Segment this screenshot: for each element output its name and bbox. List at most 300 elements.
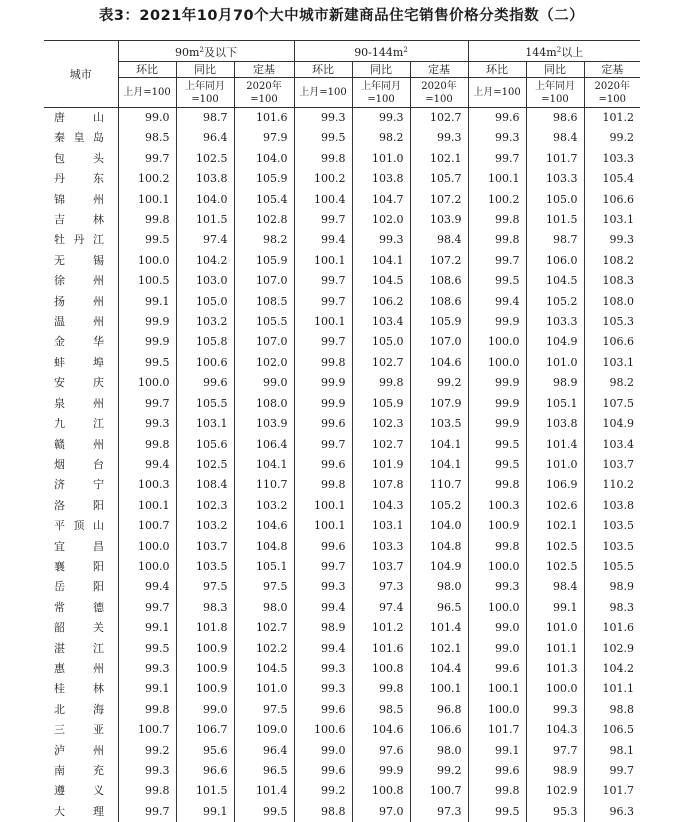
index-value-cell: 106.2: [352, 292, 410, 312]
base-label: 2020年=100: [234, 78, 294, 108]
index-value-cell: 107.0: [410, 332, 468, 352]
index-value-cell: 99.4: [468, 292, 526, 312]
table-row: [44, 353, 640, 373]
index-value-cell: 99.5: [234, 802, 294, 822]
city-name: 湛江: [54, 639, 104, 659]
city-cell: [44, 251, 118, 271]
index-value-cell: 97.6: [352, 741, 410, 761]
index-value-cell: 99.8: [468, 210, 526, 230]
city-name: 扬州: [54, 292, 104, 312]
index-value-cell: 103.4: [584, 435, 640, 455]
index-value-cell: 99.3: [352, 230, 410, 250]
index-value-cell: 101.4: [410, 618, 468, 638]
city-cell: [44, 108, 118, 129]
index-value-cell: 102.7: [352, 435, 410, 455]
table-row: [44, 577, 640, 597]
index-value-cell: 99.0: [118, 108, 176, 129]
index-value-cell: 99.1: [468, 741, 526, 761]
index-value-cell: 97.3: [410, 802, 468, 822]
index-value-cell: 99.5: [468, 455, 526, 475]
index-value-cell: 110.2: [584, 475, 640, 495]
index-value-cell: 99.2: [294, 781, 352, 801]
index-value-cell: 99.1: [176, 802, 234, 822]
index-value-cell: 100.8: [352, 659, 410, 679]
index-value-cell: 103.1: [584, 353, 640, 373]
table-row: [44, 455, 640, 475]
index-value-cell: 102.1: [410, 639, 468, 659]
index-value-cell: 101.0: [526, 455, 584, 475]
yoy-header: 同比: [526, 62, 584, 78]
index-value-cell: 105.0: [526, 190, 584, 210]
index-value-cell: 99.3: [410, 128, 468, 148]
table-row: [44, 598, 640, 618]
index-value-cell: 106.0: [526, 251, 584, 271]
city-cell: [44, 618, 118, 638]
yoy-header: 同比: [176, 62, 234, 78]
index-value-cell: 103.3: [526, 312, 584, 332]
table-row: [44, 496, 640, 516]
index-value-cell: 102.1: [410, 149, 468, 169]
city-cell: [44, 292, 118, 312]
index-value-cell: 101.7: [468, 720, 526, 740]
city-name: 金华: [54, 332, 104, 352]
index-value-cell: 98.9: [584, 577, 640, 597]
table-row: [44, 251, 640, 271]
index-value-cell: 98.9: [294, 618, 352, 638]
city-cell: [44, 169, 118, 189]
index-value-cell: 99.0: [176, 700, 234, 720]
index-value-cell: 98.3: [176, 598, 234, 618]
index-value-cell: 96.3: [584, 802, 640, 822]
city-name: 惠州: [54, 659, 104, 679]
index-value-cell: 103.8: [526, 414, 584, 434]
index-value-cell: 101.0: [352, 149, 410, 169]
city-name: 蚌埠: [54, 353, 104, 373]
index-value-cell: 104.8: [410, 537, 468, 557]
city-name: 安庆: [54, 373, 104, 393]
index-value-cell: 104.2: [584, 659, 640, 679]
index-value-cell: 99.5: [468, 271, 526, 291]
index-value-cell: 99.7: [294, 332, 352, 352]
index-value-cell: 99.9: [118, 312, 176, 332]
index-value-cell: 107.2: [410, 251, 468, 271]
index-value-cell: 102.0: [234, 353, 294, 373]
index-value-cell: 99.4: [294, 598, 352, 618]
index-value-cell: 104.2: [176, 251, 234, 271]
index-value-cell: 99.6: [468, 761, 526, 781]
index-value-cell: 99.3: [294, 679, 352, 699]
index-value-cell: 107.2: [410, 190, 468, 210]
index-value-cell: 103.4: [352, 312, 410, 332]
index-value-cell: 103.1: [584, 210, 640, 230]
index-value-cell: 105.0: [352, 332, 410, 352]
index-value-cell: 104.9: [584, 414, 640, 434]
index-value-cell: 104.1: [234, 455, 294, 475]
index-value-cell: 99.6: [294, 414, 352, 434]
table-row: [44, 128, 640, 148]
city-cell: [44, 475, 118, 495]
index-value-cell: 96.4: [234, 741, 294, 761]
index-value-cell: 99.5: [468, 435, 526, 455]
index-value-cell: 100.0: [468, 353, 526, 373]
table-row: [44, 537, 640, 557]
table-row: [44, 802, 640, 822]
index-value-cell: 99.3: [118, 414, 176, 434]
price-index-table: [44, 40, 640, 822]
index-value-cell: 99.9: [352, 761, 410, 781]
index-value-cell: 99.7: [118, 394, 176, 414]
index-value-cell: 99.8: [118, 700, 176, 720]
city-name: 岳阳: [54, 577, 104, 597]
index-value-cell: 98.2: [584, 373, 640, 393]
index-value-cell: 98.4: [526, 128, 584, 148]
index-value-cell: 99.9: [294, 394, 352, 414]
index-value-cell: 99.2: [410, 373, 468, 393]
index-value-cell: 97.7: [526, 741, 584, 761]
index-value-cell: 105.8: [176, 332, 234, 352]
index-value-cell: 98.9: [526, 761, 584, 781]
index-value-cell: 101.7: [526, 149, 584, 169]
base-label: 上年同月=100: [352, 78, 410, 108]
city-cell: [44, 639, 118, 659]
city-column-header: 城市: [44, 41, 118, 108]
table-row: [44, 190, 640, 210]
index-value-cell: 103.2: [176, 312, 234, 332]
table-row: [44, 618, 640, 638]
city-cell: [44, 761, 118, 781]
index-value-cell: 101.9: [352, 455, 410, 475]
index-value-cell: 99.6: [294, 455, 352, 475]
table-row: [44, 292, 640, 312]
index-value-cell: 101.1: [584, 679, 640, 699]
index-value-cell: 99.8: [294, 475, 352, 495]
index-value-cell: 100.1: [294, 312, 352, 332]
index-value-cell: 105.1: [526, 394, 584, 414]
index-value-cell: 106.6: [584, 332, 640, 352]
table-row: [44, 741, 640, 761]
index-value-cell: 96.6: [176, 761, 234, 781]
index-value-cell: 100.5: [118, 271, 176, 291]
table-title: 表3：2021年10月70个大中城市新建商品住宅销售价格分类指数（二）: [0, 4, 683, 25]
index-value-cell: 98.9: [526, 373, 584, 393]
index-value-cell: 101.6: [234, 108, 294, 129]
index-value-cell: 99.6: [176, 373, 234, 393]
index-value-cell: 99.1: [118, 292, 176, 312]
table-row: [44, 639, 640, 659]
table-row: [44, 761, 640, 781]
index-value-cell: 99.6: [468, 659, 526, 679]
index-value-cell: 100.9: [176, 679, 234, 699]
index-value-cell: 99.1: [118, 618, 176, 638]
city-name: 包头: [54, 149, 104, 169]
index-value-cell: 105.5: [234, 312, 294, 332]
city-cell: [44, 435, 118, 455]
table-row: [44, 149, 640, 169]
city-cell: [44, 781, 118, 801]
table-row: [44, 312, 640, 332]
index-value-cell: 98.8: [294, 802, 352, 822]
table-row: [44, 516, 640, 536]
city-name: 牡丹江: [54, 230, 104, 250]
table-row: [44, 373, 640, 393]
index-value-cell: 105.9: [410, 312, 468, 332]
city-cell: [44, 312, 118, 332]
index-value-cell: 99.3: [526, 700, 584, 720]
yoy-header: 同比: [352, 62, 410, 78]
index-value-cell: 100.0: [468, 332, 526, 352]
index-value-cell: 98.8: [584, 700, 640, 720]
index-value-cell: 97.4: [352, 598, 410, 618]
index-value-cell: 102.3: [176, 496, 234, 516]
index-value-cell: 96.4: [176, 128, 234, 148]
city-cell: [44, 577, 118, 597]
base-label: 2020年=100: [410, 78, 468, 108]
index-value-cell: 98.7: [176, 108, 234, 129]
index-value-cell: 100.7: [118, 720, 176, 740]
index-value-cell: 100.0: [468, 557, 526, 577]
index-value-cell: 100.1: [118, 190, 176, 210]
group-header-large: $144m^2$以上: [468, 41, 640, 62]
index-value-cell: 103.7: [176, 537, 234, 557]
base-label: 2020年=100: [584, 78, 640, 108]
index-value-cell: 107.0: [234, 332, 294, 352]
index-value-cell: 103.5: [584, 537, 640, 557]
index-value-cell: 105.3: [584, 312, 640, 332]
index-value-cell: 100.6: [294, 720, 352, 740]
index-value-cell: 100.9: [176, 639, 234, 659]
index-value-cell: 106.4: [234, 435, 294, 455]
index-value-cell: 99.6: [294, 761, 352, 781]
index-value-cell: 99.3: [294, 577, 352, 597]
index-value-cell: 99.6: [294, 537, 352, 557]
index-value-cell: 99.7: [468, 251, 526, 271]
index-value-cell: 99.2: [118, 741, 176, 761]
city-name: 宜昌: [54, 537, 104, 557]
index-value-cell: 101.2: [352, 618, 410, 638]
group-header-medium: $90-144m^2$: [294, 41, 468, 62]
index-value-cell: 104.6: [410, 353, 468, 373]
index-value-cell: 103.3: [526, 169, 584, 189]
index-value-cell: 101.6: [584, 618, 640, 638]
index-value-cell: 99.5: [118, 639, 176, 659]
index-value-cell: 98.4: [526, 577, 584, 597]
table-row: [44, 332, 640, 352]
index-value-cell: 100.3: [468, 496, 526, 516]
index-value-cell: 101.1: [526, 639, 584, 659]
index-value-cell: 108.3: [584, 271, 640, 291]
table-row: [44, 210, 640, 230]
base-label: 上年同月=100: [526, 78, 584, 108]
index-value-cell: 104.0: [234, 149, 294, 169]
index-value-cell: 103.5: [410, 414, 468, 434]
index-value-cell: 99.7: [294, 435, 352, 455]
index-value-cell: 108.6: [410, 292, 468, 312]
index-value-cell: 104.1: [410, 455, 468, 475]
index-value-cell: 99.4: [294, 230, 352, 250]
index-value-cell: 105.5: [584, 557, 640, 577]
table-row: [44, 394, 640, 414]
index-value-cell: 98.2: [352, 128, 410, 148]
base-label: 上月=100: [468, 78, 526, 108]
mom-header: 环比: [468, 62, 526, 78]
index-value-cell: 100.4: [294, 190, 352, 210]
index-value-cell: 99.8: [294, 353, 352, 373]
index-value-cell: 99.9: [118, 332, 176, 352]
index-value-cell: 104.0: [176, 190, 234, 210]
table-row: [44, 475, 640, 495]
city-cell: [44, 598, 118, 618]
index-value-cell: 103.2: [176, 516, 234, 536]
index-value-cell: 100.1: [118, 496, 176, 516]
index-value-cell: 108.4: [176, 475, 234, 495]
index-value-cell: 102.2: [234, 639, 294, 659]
index-value-cell: 98.5: [352, 700, 410, 720]
index-value-cell: 107.8: [352, 475, 410, 495]
index-value-cell: 104.5: [352, 271, 410, 291]
city-name: 赣州: [54, 435, 104, 455]
index-value-cell: 102.7: [234, 618, 294, 638]
mom-header: 环比: [118, 62, 176, 78]
index-value-cell: 103.8: [584, 496, 640, 516]
index-value-cell: 99.5: [118, 353, 176, 373]
city-name: 秦皇岛: [54, 128, 104, 148]
index-value-cell: 107.9: [410, 394, 468, 414]
city-name: 桂林: [54, 679, 104, 699]
index-value-cell: 99.8: [468, 537, 526, 557]
index-value-cell: 97.5: [176, 577, 234, 597]
index-value-cell: 103.2: [234, 496, 294, 516]
index-value-cell: 99.9: [468, 312, 526, 332]
index-value-cell: 103.1: [176, 414, 234, 434]
index-value-cell: 99.8: [468, 475, 526, 495]
city-cell: [44, 353, 118, 373]
index-value-cell: 99.8: [118, 210, 176, 230]
index-value-cell: 97.5: [234, 577, 294, 597]
index-value-cell: 100.1: [468, 169, 526, 189]
index-value-cell: 97.0: [352, 802, 410, 822]
index-value-cell: 102.7: [352, 353, 410, 373]
index-value-cell: 106.6: [410, 720, 468, 740]
city-name: 泸州: [54, 741, 104, 761]
base-label: 上年同月=100: [176, 78, 234, 108]
index-value-cell: 103.9: [234, 414, 294, 434]
index-value-cell: 98.4: [410, 230, 468, 250]
city-name: 徐州: [54, 271, 104, 291]
index-value-cell: 98.2: [234, 230, 294, 250]
index-value-cell: 99.1: [118, 679, 176, 699]
index-value-cell: 99.8: [352, 373, 410, 393]
index-value-cell: 99.3: [118, 761, 176, 781]
index-value-cell: 95.6: [176, 741, 234, 761]
city-name: 锦州: [54, 190, 104, 210]
table-row: [44, 169, 640, 189]
index-value-cell: 99.1: [526, 598, 584, 618]
index-value-cell: 100.1: [410, 679, 468, 699]
index-value-cell: 99.3: [584, 230, 640, 250]
index-value-cell: 100.8: [352, 781, 410, 801]
index-value-cell: 99.3: [468, 128, 526, 148]
index-value-cell: 103.7: [352, 557, 410, 577]
index-value-cell: 99.2: [410, 761, 468, 781]
index-value-cell: 99.8: [468, 781, 526, 801]
table-row: [44, 781, 640, 801]
index-value-cell: 100.2: [468, 190, 526, 210]
index-value-cell: 99.3: [352, 108, 410, 129]
index-value-cell: 108.0: [584, 292, 640, 312]
city-cell: [44, 230, 118, 250]
index-value-cell: 99.8: [352, 679, 410, 699]
base-label: 上月=100: [118, 78, 176, 108]
index-value-cell: 106.6: [584, 190, 640, 210]
index-value-cell: 108.6: [410, 271, 468, 291]
city-cell: [44, 537, 118, 557]
city-name: 九江: [54, 414, 104, 434]
index-value-cell: 107.5: [584, 394, 640, 414]
index-value-cell: 96.8: [410, 700, 468, 720]
index-value-cell: 105.9: [234, 169, 294, 189]
city-name: 无锡: [54, 251, 104, 271]
city-name: 烟台: [54, 455, 104, 475]
index-value-cell: 108.0: [234, 394, 294, 414]
index-value-cell: 101.4: [526, 435, 584, 455]
index-value-cell: 99.7: [118, 598, 176, 618]
index-value-cell: 101.0: [526, 353, 584, 373]
index-value-cell: 101.5: [176, 210, 234, 230]
base-label: 上月=100: [294, 78, 352, 108]
index-value-cell: 99.7: [118, 802, 176, 822]
city-cell: [44, 516, 118, 536]
index-value-cell: 101.2: [584, 108, 640, 129]
index-value-cell: 104.8: [234, 537, 294, 557]
index-value-cell: 98.0: [410, 741, 468, 761]
index-value-cell: 105.7: [410, 169, 468, 189]
index-value-cell: 100.2: [294, 169, 352, 189]
index-value-cell: 98.0: [234, 598, 294, 618]
table-row: [44, 435, 640, 455]
index-value-cell: 105.0: [176, 292, 234, 312]
index-value-cell: 98.7: [526, 230, 584, 250]
table-row: [44, 230, 640, 250]
index-value-cell: 103.8: [352, 169, 410, 189]
index-value-cell: 100.0: [468, 598, 526, 618]
index-value-cell: 100.0: [118, 537, 176, 557]
index-value-cell: 99.9: [468, 373, 526, 393]
city-cell: [44, 557, 118, 577]
index-value-cell: 101.7: [584, 781, 640, 801]
index-value-cell: 99.7: [468, 149, 526, 169]
index-value-cell: 99.0: [468, 639, 526, 659]
city-cell: [44, 659, 118, 679]
index-value-cell: 105.2: [410, 496, 468, 516]
index-value-cell: 106.7: [176, 720, 234, 740]
index-value-cell: 99.9: [468, 414, 526, 434]
index-value-cell: 99.7: [584, 761, 640, 781]
index-value-cell: 102.1: [526, 516, 584, 536]
index-value-cell: 99.5: [118, 230, 176, 250]
city-cell: [44, 190, 118, 210]
index-value-cell: 105.4: [234, 190, 294, 210]
index-value-cell: 99.9: [294, 373, 352, 393]
index-value-cell: 105.6: [176, 435, 234, 455]
index-value-cell: 105.2: [526, 292, 584, 312]
city-cell: [44, 700, 118, 720]
index-value-cell: 100.1: [294, 516, 352, 536]
index-value-cell: 99.6: [294, 700, 352, 720]
fixed-base-header: 定基: [410, 62, 468, 78]
index-value-cell: 99.3: [294, 659, 352, 679]
city-name: 南充: [54, 761, 104, 781]
index-value-cell: 101.6: [352, 639, 410, 659]
